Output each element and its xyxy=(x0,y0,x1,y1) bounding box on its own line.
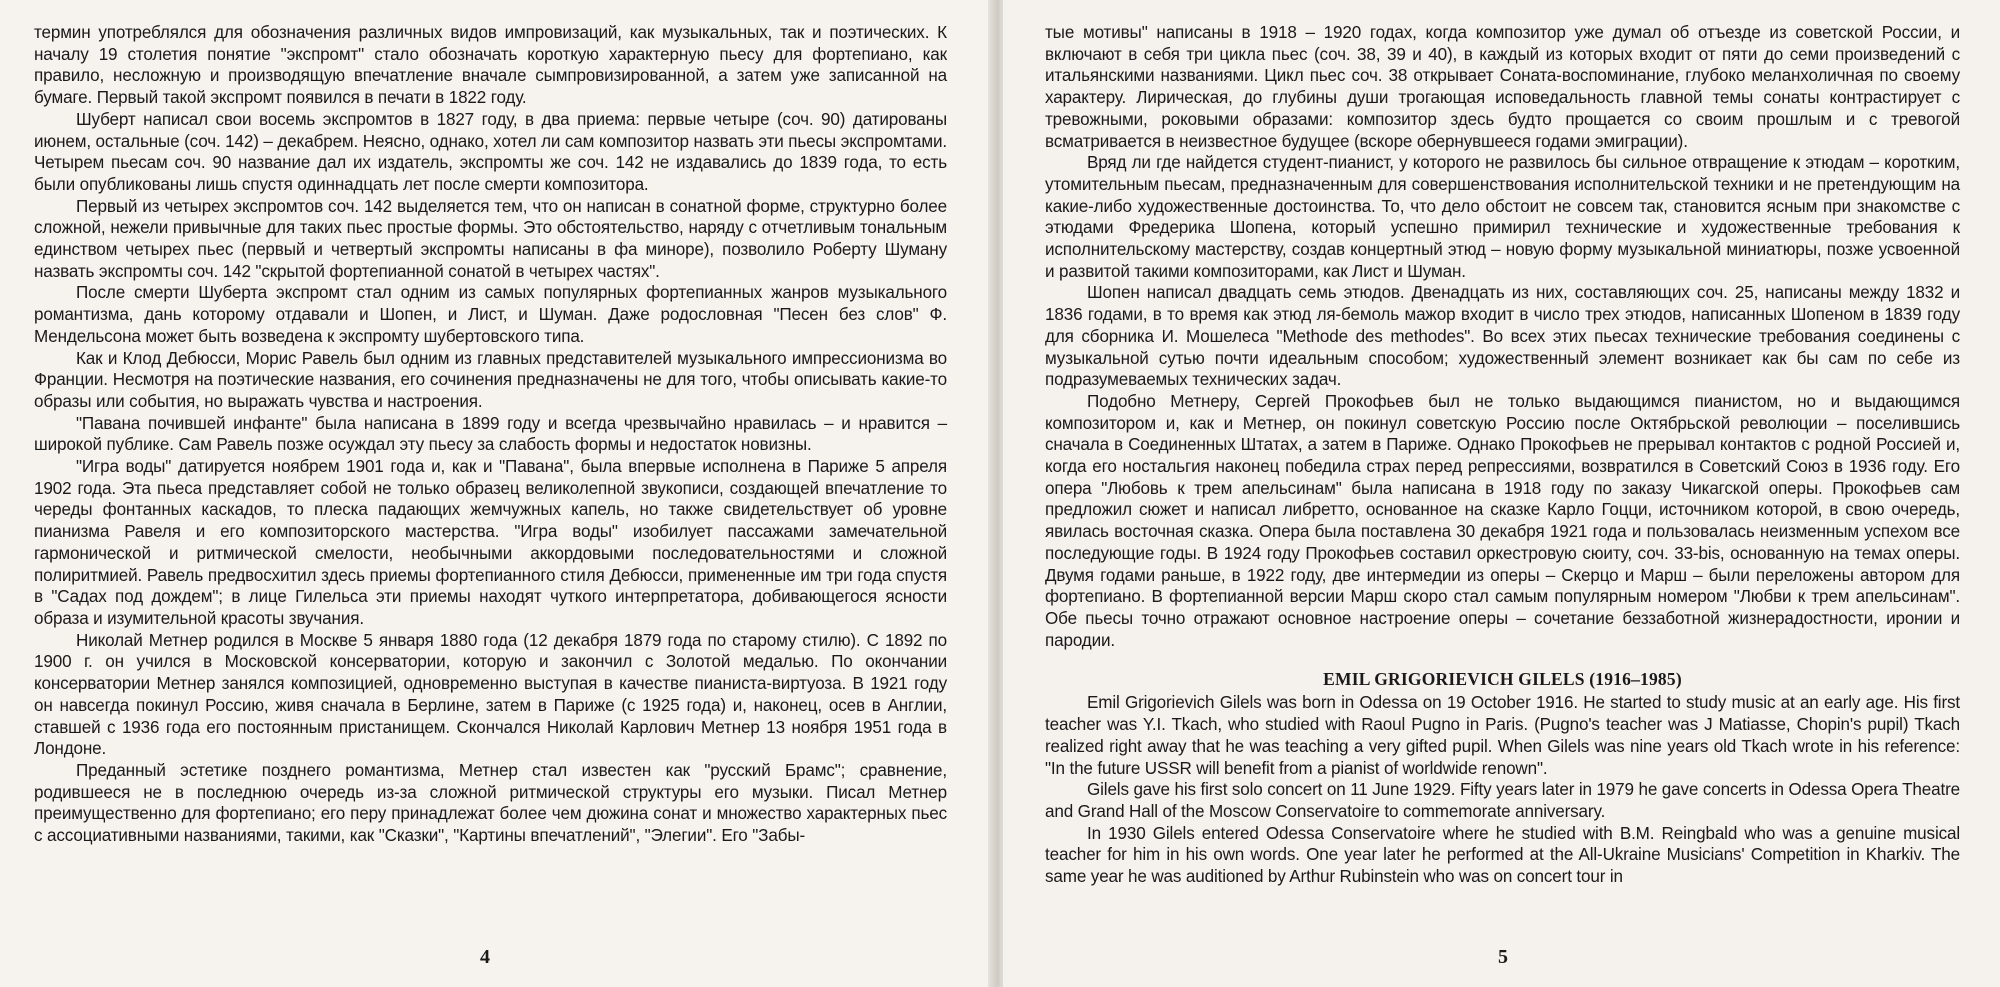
page-number-left: 4 xyxy=(480,946,490,968)
paragraph: Николай Метнер родился в Москве 5 января 1880 года (12 декабря 1879 года по старому стилю). С 1892 по 1900 г. он учился в Московской консерватории, которую и закончил с Золотой медалью. По окончании консерватории Метнер занялся композицией, одновременно выступая в качестве пианиста-виртуоза. В 1921 году он навсегда покинул Россию, живя сначала в Берлине, затем в Париже (с 1925 года) и, наконец, осев в Англии, ставшей с 1936 года его постоянным пристанищем. Скончался Николай Карлович Метнер 13 ноября 1951 года в Лондоне. xyxy=(34,630,947,759)
paragraph: Emil Grigorievich Gilels was born in Odessa on 19 October 1916. He started to study music at an early age. His first teacher was Y.I. Tkach, who studied with Raoul Pugno in Paris. (Pugno's teacher was J Matiasse, Chopin's pupil) Tkach realized right away that he was teaching a very gifted pupil. When Gilels was nine years old Tkach wrote in his reference: "In the future USSR will benefit from a pianist of worldwide renown". xyxy=(1045,693,1960,778)
right-page-text xyxy=(1045,22,1960,888)
paragraph: После смерти Шуберта экспромт стал одним из самых популярных фортепианных жанров музыкального романтизма, дань которому отдавали и Шопен, и Лист, и Шуман. Даже родословная "Песен без слов" Ф. Мендельсона может быть возведена к экспромту шубертовского типа. xyxy=(34,283,947,346)
paragraph: термин употреблялся для обозначения различных видов импровизаций, как музыкальных, так и поэтических. К началу 19 столетия понятие "экспромт" стало обозначать короткую характерную пьесу для фортепиано, как правило, несложную и производящую впечатление вначале сымпровизированной, а затем уже записанной на бумаге. Первый такой экспромт появился в печати в 1822 году. xyxy=(34,23,947,108)
left-page xyxy=(0,0,995,987)
paragraph: "Игра воды" датируется ноябрем 1901 года и, как и "Павана", была впервые исполнена в Париже 5 апреля 1902 года. Эта пьеса представляет собой не только образец великолепной звукописи, создающей впечатление то череды фонтанных каскадов, то плеска падающих жемчужных капель, но также свидетельствует об уровне пианизма Равеля и его композиторского мастерства. "Игра воды" изобилует пассажами замечательной гармонической и ритмической смелости, необычными аккордовыми последовательностями и сложной полиритмией. Равель предвосхитил здесь приемы фортепианного стиля Дебюсси, примененные им три года спустя в "Садах под дождем"; в лице Гилельса эти приемы находят чуткого интерпретатора, добивающегося ясности образа и изумительной красоты звучания. xyxy=(34,457,947,628)
paragraph: Подобно Метнеру, Сергей Прокофьев был не только выдающимся пианистом, но и выдающимся композитором и, как и Метнер, он покинул советскую Россию после Октябрьской революции – поселившись сначала в Соединенных Штатах, а затем в Париже. Однако Прокофьев не прерывал контактов с родной Россией и, когда его ностальгия наконец победила страх перед репрессиями, возвратился в Советский Союз в 1936 году. Его опера "Любовь к трем апельсинам" была написана в 1918 году по заказу Чикагской оперы. Прокофьев сам предложил сюжет и написал либретто, основанное на сказке Карло Гоцци, источником которой, в свою очередь, явилась восточная сказка. Опера была поставлена 30 декабря 1921 года и пользовалась неизменным успехом все последующие годы. В 1924 году Прокофьев составил оркестровую сюиту, соч. 33-bis, основанную на темах оперы. Двумя годами раньше, в 1922 году, две интермедии из оперы – Скерцо и Марш – были переложены автором для фортепиано. В фортепианной версии Марш скоро стал самым популярным номером "Любви к трем апельсинам". Обе пьесы точно отражают основное настроение оперы – сочетание беззаботной жизнерадостности, иронии и пародии. xyxy=(1045,391,1960,650)
section-heading: EMIL GRIGORIEVICH GILELS (1916–1985) xyxy=(1323,669,1682,690)
paragraph: Gilels gave his first solo concert on 11 June 1929. Fifty years later in 1979 he gave concerts in Odessa Opera Theatre and Grand Hall of the Moscow Conservatoire to commemorate anniversary. xyxy=(1045,780,1960,821)
paragraph: Вряд ли где найдется студент-пианист, у которого не развилось бы сильное отвращение к этюдам – коротким, утомительным пьесам, предназначенным для совершенствования исполнительской техники и не претендующим на какие-либо художественные достоинства. То, что дело обстоит не совсем так, становится ясным при знакомстве с этюдами Фредерика Шопена, который успешно примирил технические и художественные требования к исполнительскому мастерству, создав концертный этюд – новую форму музыкальной миниатюры, позже усвоенной и развитой такими композиторами, как Лист и Шуман. xyxy=(1045,153,1960,281)
paragraph: Шопен написал двадцать семь этюдов. Двенадцать из них, составляющих соч. 25, написаны между 1832 и 1836 годами, в то время как этюд ля-бемоль мажор входит в число трех этюдов, написанных Шопеном в 1839 году для сборника И. Мошелеса "Methode des methodes". Во всех этих пьесах технические требования соединены с музыкальной сутью почти идеальным способом; художественный элемент возникает как бы сам по себе из подразумеваемых технических задач. xyxy=(1045,283,1960,390)
right-page xyxy=(1003,0,2000,987)
paragraph: Первый из четырех экспромтов соч. 142 выделяется тем, что он написан в сонатной форме, структурно более сложной, нежели привычные для таких пьес простые формы. Это обстоятельство, наряду с отчетливым тональным единством четырех пьес (первый и четвертый экспромты написаны в фа миноре), позволило Роберту Шуману назвать экспромты соч. 142 "скрытой фортепианной сонатой в четырех частях". xyxy=(34,196,947,281)
paragraph: тые мотивы" написаны в 1918 – 1920 годах, когда композитор уже думал об отъезде из советской России, и включают в себя три цикла пьес (соч. 38, 39 и 40), в каждый из которых входит от пяти до семи произведений с итальянскими названиями. Цикл пьес соч. 38 открывает Соната-воспоминание, глубоко меланхоличная по своему характеру. Лирическая, до глубины души трогающая исповедальность главной темы сонаты контрастирует с тревожными, роковыми образами: композитор здесь будто прощается со своим прошлым и с тревогой всматривается в неизвестное будущее (вскоре обернувшееся годами эмиграции). xyxy=(1045,23,1960,151)
paragraph: Преданный эстетике позднего романтизма, Метнер стал известен как "русский Брамс"; сравнение, родившееся не в последнюю очередь из-за сложной ритмической структуры его музыки. Писал Метнер преимущественно для фортепиано; его перу принадлежат более чем дюжина сонат и множество характерных пьес с ассоциативными названиями, такими, как "Сказки", "Картины впечатлений", "Элегии". Его "Забы- xyxy=(34,760,947,846)
paragraph: Как и Клод Дебюсси, Морис Равель был одним из главных представителей музыкального импрессионизма во Франции. Несмотря на поэтические названия, его сочинения предназначены не для того, чтобы описывать какие-то образы или события, но выражать чувства и настроения. xyxy=(34,348,947,411)
page-number-right: 5 xyxy=(1498,946,1508,968)
left-page-text xyxy=(34,22,947,847)
paragraph: "Павана почившей инфанте" была написана в 1899 году и всегда чрезвычайно нравилась – и нравится – широкой публике. Сам Равель позже осуждал эту пьесу за слабость формы и недостаток новизны. xyxy=(34,413,947,455)
paragraph: In 1930 Gilels entered Odessa Conservatoire where he studied with B.M. Reingbald who was a genuine musical teacher for him in his own words. One year later he performed at the All-Ukraine Musicians' Competition in Kharkiv. The same year he was auditioned by Arthur Rubinstein who was on concert tour in xyxy=(1045,823,1960,887)
paragraph: Шуберт написал свои восемь экспромтов в 1827 году, в два приема: первые четыре (соч. 90) датированы июнем, остальные (соч. 142) – декабрем. Неясно, однако, хотел ли сам композитор назвать эти пьесы экспромтами. Четырем пьесам соч. 90 название дал их издатель, экспромты же соч. 142 не издавались до 1839 года, то есть были опубликованы лишь спустя одиннадцать лет после смерти композитора. xyxy=(34,109,947,194)
